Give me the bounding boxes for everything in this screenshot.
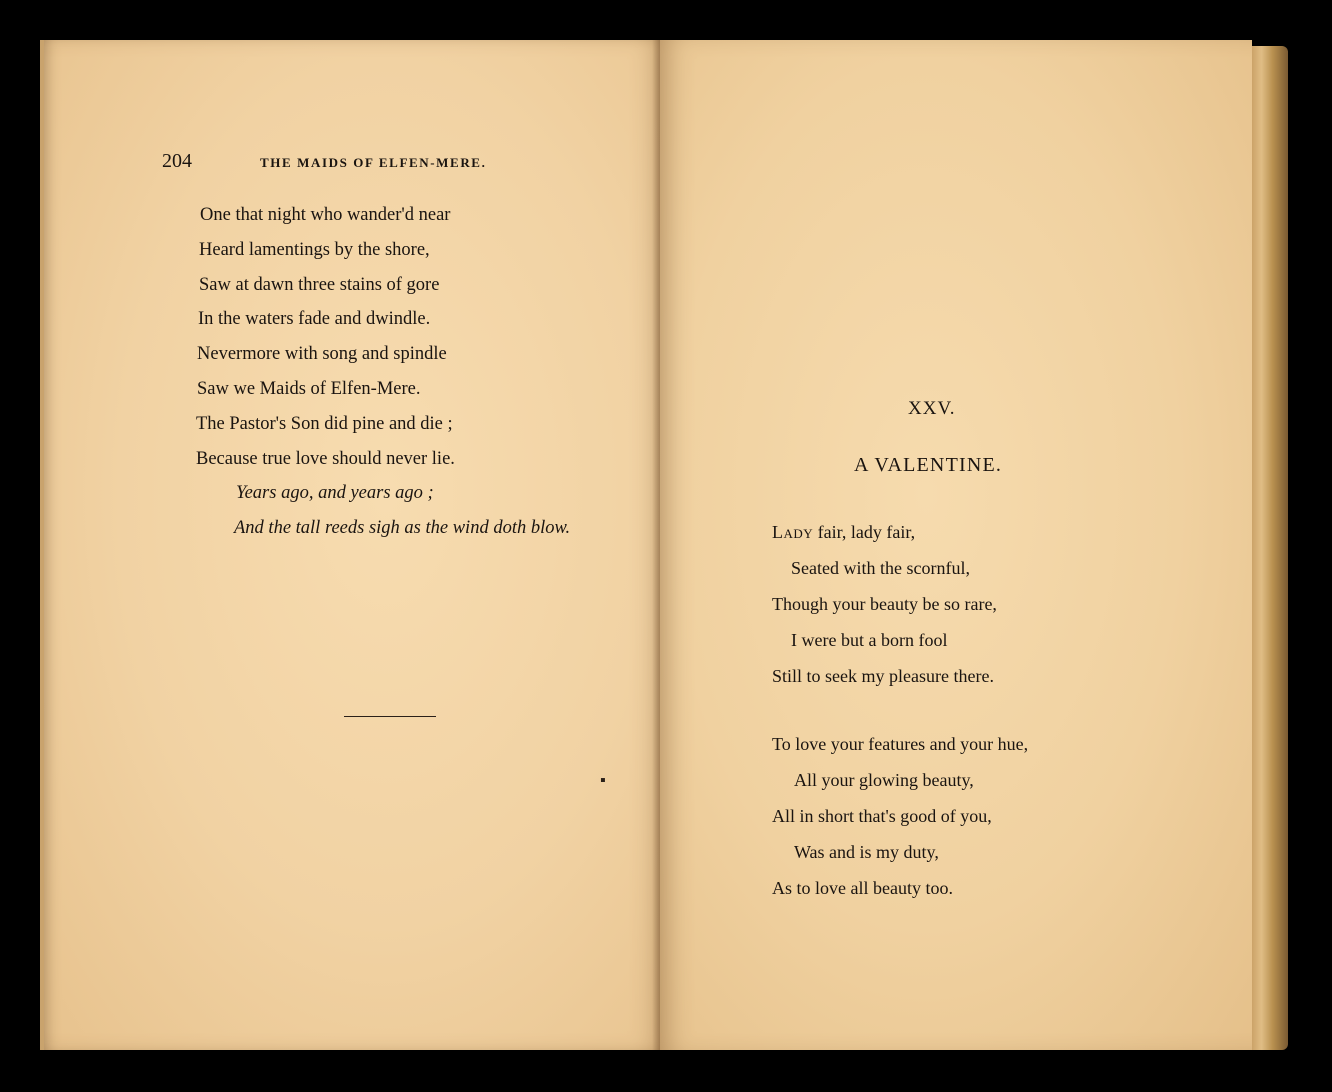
poem-line: All your glowing beauty, <box>794 770 974 790</box>
poem-line <box>772 514 1212 550</box>
verse-line: Saw at dawn three stains of gore <box>199 274 440 295</box>
verse-block <box>196 198 636 546</box>
poem-line: To love your features and your hue, <box>772 734 1029 754</box>
page-edges <box>1250 46 1288 1050</box>
section-divider-rule <box>344 716 436 717</box>
poem-line: Still to seek my pleasure there. <box>772 666 994 686</box>
verse-line: In the waters fade and dwindle. <box>198 309 431 330</box>
refrain-line: Years ago, and years ago ; <box>236 483 434 504</box>
verse-line: Nevermore with song and spindle <box>197 344 447 365</box>
poem-line: Though your beauty be so rare, <box>772 594 997 614</box>
poem-body <box>772 514 1212 906</box>
open-book <box>40 40 1292 1052</box>
stanza-gap <box>772 694 1212 726</box>
verse-line: Because true love should never lie. <box>196 448 455 469</box>
poem-line: Seated with the scornful, <box>791 558 970 578</box>
first-word-small-caps: Lady <box>772 522 814 542</box>
verse-line: One that night who wander'd near <box>200 205 451 225</box>
right-page <box>660 40 1252 1050</box>
verse-line: The Pastor's Son did pine and die ; <box>196 413 453 434</box>
poem-line: All in short that's good of you, <box>772 806 992 826</box>
ink-fleck: ▪ <box>600 772 606 789</box>
left-page <box>40 40 664 1050</box>
running-head-title: THE MAIDS OF ELFEN-MERE. <box>260 155 487 170</box>
verse-line: Saw we Maids of Elfen-Mere. <box>197 378 421 399</box>
section-number: XXV. <box>908 398 956 419</box>
verse-line: Heard lamentings by the shore, <box>199 239 430 260</box>
poem-line: I were but a born fool <box>791 630 948 650</box>
refrain-line: And the tall reeds sigh as the wind doth blow. <box>234 518 571 539</box>
poem-line: Was and is my duty, <box>794 842 939 862</box>
running-head <box>162 150 632 173</box>
page-number: 204 <box>162 150 192 172</box>
poem-title: A VALENTINE. <box>854 454 1003 476</box>
poem-line: As to love all beauty too. <box>772 878 953 898</box>
poem-line-text: fair, lady fair, <box>813 522 916 542</box>
